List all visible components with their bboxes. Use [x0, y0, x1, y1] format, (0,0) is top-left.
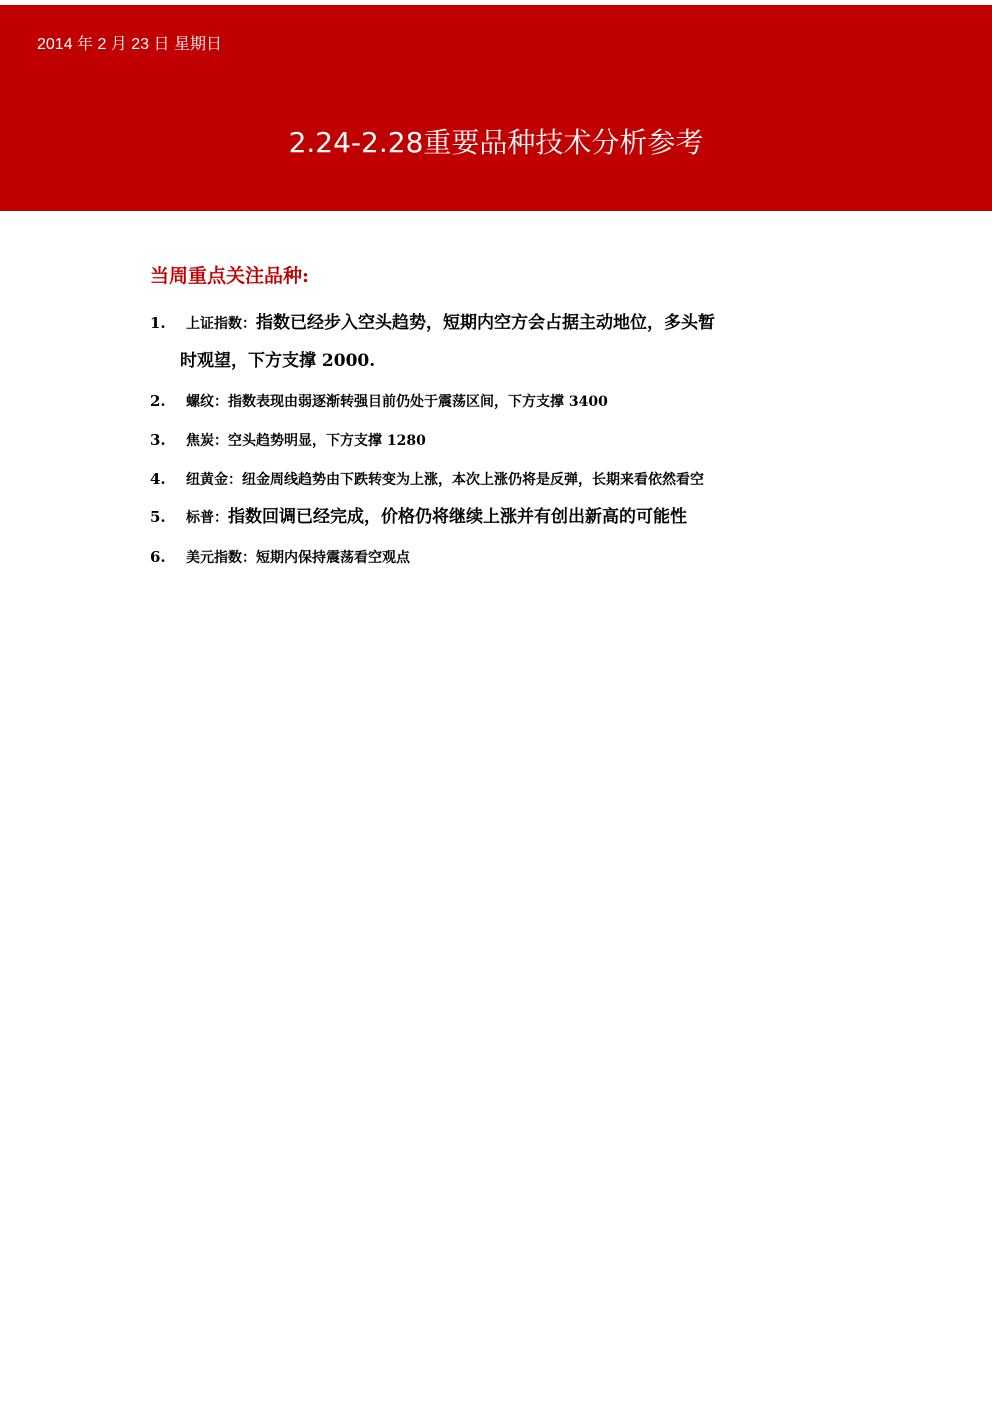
item-number: 2.	[150, 392, 166, 410]
section-heading: 当周重点关注品种:	[150, 265, 310, 287]
item-label: 美元指数：	[186, 550, 256, 566]
item-label: 焦炭：	[186, 433, 228, 449]
item-text: 纽金周线趋势由下跌转变为上涨，本次上涨仍将是反弹，长期来看依然看空	[242, 472, 704, 488]
list-item	[150, 311, 715, 336]
item-number: 1.	[150, 314, 166, 332]
item-label: 上证指数：	[186, 316, 256, 332]
list-item	[150, 546, 410, 569]
item-label: 纽黄金：	[186, 472, 242, 488]
item-label: 标普：	[186, 510, 228, 526]
item-number: 3.	[150, 431, 166, 449]
list-item	[150, 468, 704, 491]
item-label: 螺纹：	[186, 394, 228, 410]
list-item-continuation: 时观望，下方支撑 2000.	[180, 351, 376, 371]
item-text: 指数回调已经完成，价格仍将继续上涨并有创出新高的可能性	[228, 507, 687, 527]
list-item	[150, 505, 687, 530]
report-date: 2014 年 2 月 23 日 星期日	[37, 36, 222, 53]
item-number: 6.	[150, 548, 166, 566]
item-text: 指数已经步入空头趋势，短期内空方会占据主动地位，多头暂	[256, 313, 715, 333]
item-text: 短期内保持震荡看空观点	[256, 550, 410, 566]
item-number: 5.	[150, 508, 166, 526]
item-text: 空头趋势明显，下方支撑 1280	[228, 433, 426, 449]
list-item	[150, 429, 426, 452]
list-item	[150, 390, 608, 413]
header-banner	[0, 5, 992, 211]
item-text: 指数表现由弱逐渐转强目前仍处于震荡区间，下方支撑 3400	[228, 394, 608, 410]
item-number: 4.	[150, 470, 166, 488]
report-title: 2.24-2.28重要品种技术分析参考	[288, 126, 704, 159]
